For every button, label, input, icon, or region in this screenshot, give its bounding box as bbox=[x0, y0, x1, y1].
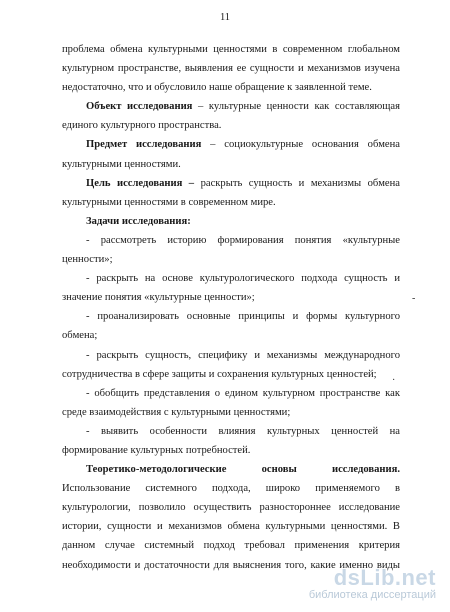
method-line-2: культурологии, позволило осуществить разностороннее исследование bbox=[62, 502, 400, 514]
task-1-line-1: - рассмотреть историю формирования понятия «культурные bbox=[86, 234, 400, 246]
subject-text: – социокультурные основания обмена bbox=[201, 139, 401, 151]
task-6-line-2: формирование культурных потребностей. bbox=[62, 444, 251, 456]
task-1-line-2: ценности»; bbox=[62, 254, 113, 266]
method-line-4: данном случае системный подход требовал применения критерия bbox=[62, 540, 400, 552]
watermark-subtitle: библиотека диссертаций bbox=[308, 589, 436, 601]
watermark-logo: dsLib.net bbox=[333, 565, 436, 590]
object-line-1 bbox=[62, 97, 400, 116]
task-3-line-1: - проанализировать основные принципы и формы культурного bbox=[86, 311, 400, 323]
task-3-line-2: обмена; bbox=[62, 330, 98, 342]
text-line-2: культурном пространстве, выявления ее сущности и механизмов изучена bbox=[62, 63, 400, 75]
subject-label: Предмет исследования bbox=[86, 139, 202, 151]
task-2-line-2: значение понятия «культурные ценности»; bbox=[62, 292, 255, 304]
method-line-5: необходимости и достаточности для выяснения того, какие именно виды bbox=[62, 559, 400, 571]
page-number: 11 bbox=[219, 12, 231, 23]
goal-label: Цель исследования – bbox=[86, 177, 195, 189]
task-6-line-1: - выявить особенности влияния культурных ценностей на bbox=[86, 425, 400, 437]
method-line-3: истории, сущности и механизмов обмена культурными ценностями. В bbox=[62, 521, 400, 533]
goal-line-1 bbox=[62, 174, 400, 193]
goal-line-2: культурными ценностями в современном мире. bbox=[62, 196, 276, 208]
method-line-1: Использование системного подхода, широко применяемого в bbox=[62, 483, 400, 495]
dslib-watermark bbox=[309, 567, 436, 602]
object-line-2: единого культурного пространства. bbox=[62, 120, 222, 132]
tasks-heading: Задачи исследования: bbox=[86, 215, 191, 227]
document-body bbox=[62, 40, 400, 575]
scan-speck: · bbox=[392, 375, 396, 386]
subject-line-1 bbox=[62, 135, 400, 154]
task-5-line-1: - обобщить представления о едином культурном пространстве как bbox=[86, 387, 400, 399]
task-5-line-2: среде взаимодействия с культурными ценностями; bbox=[62, 406, 291, 418]
method-label: Теоретико-методологические основы исследования. bbox=[86, 464, 400, 476]
object-text: – культурные ценности как составляющая bbox=[192, 101, 400, 113]
tasks-heading-line bbox=[62, 212, 400, 231]
goal-text: раскрыть сущность и механизмы обмена bbox=[194, 177, 400, 189]
subject-line-2: культурными ценностями. bbox=[62, 158, 181, 170]
scan-speck: - bbox=[412, 293, 416, 304]
task-4-line-1: - раскрыть сущность, специфику и механизмы международного bbox=[86, 349, 400, 361]
task-2-line-1: - раскрыть на основе культурологического подхода сущность и bbox=[86, 273, 400, 285]
text-line-3: недостаточно, что и обусловило наше обращение к заявленной теме. bbox=[62, 82, 372, 94]
object-label: Объект исследования bbox=[86, 101, 193, 113]
task-4-line-2: сотрудничества в сфере защиты и сохранения культурных ценностей; bbox=[62, 368, 377, 380]
text-line-1: проблема обмена культурными ценностями в современном глобальном bbox=[62, 44, 400, 55]
method-heading-line bbox=[62, 460, 400, 479]
